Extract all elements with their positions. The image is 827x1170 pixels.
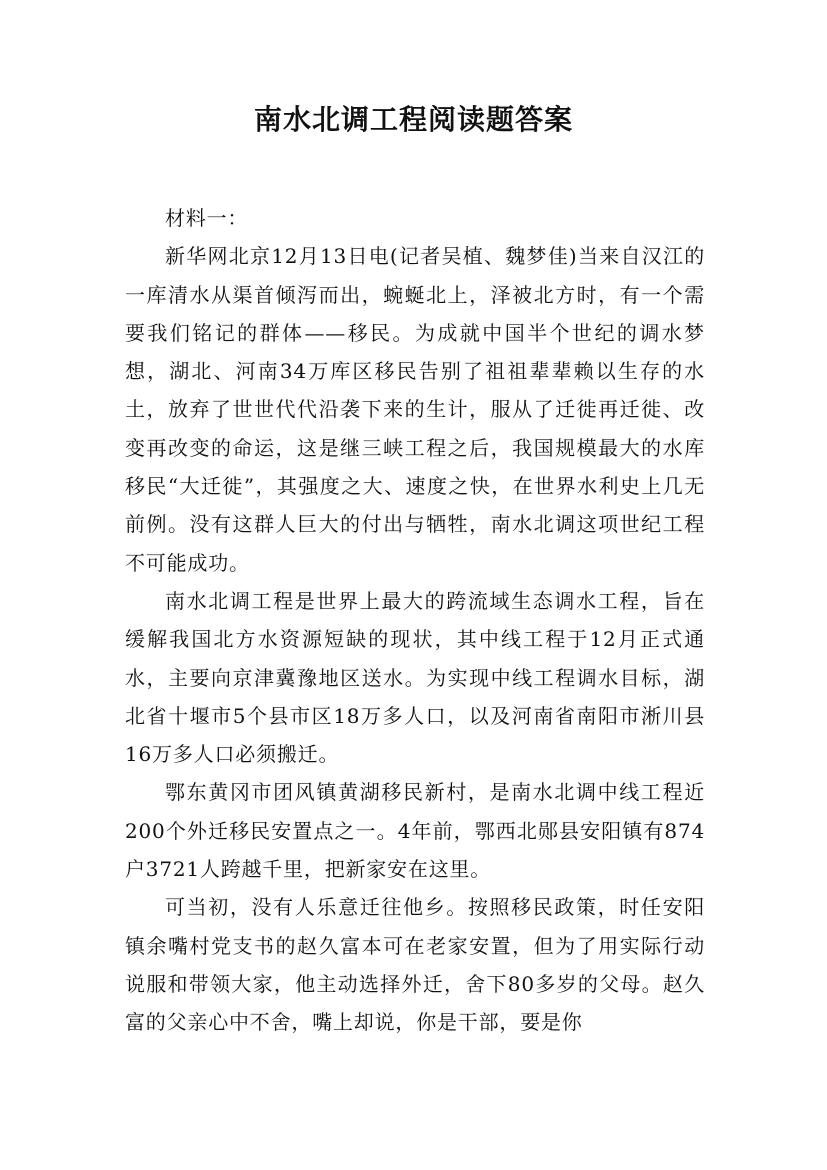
- document-body: [125, 199, 705, 1042]
- paragraph-1: 新华网北京12月13日电(记者吴植、魏梦佳)当来自汉江的一库清水从渠首倾泻而出，蜿蜒北上，泽被北方时，有一个需要我们铭记的群体——移民。为成就中国半个世纪的调水梦想，湖北、河南34万库区移民告别了祖祖辈辈赖以生存的水土，放弃了世世代代沿袭下来的生计，服从了迁徙再迁徙、改变再改变的命运，这是继三峡工程之后，我国规模最大的水库移民“大迁徙”，其强度之大、速度之快，在世界水利史上几无前例。没有这群人巨大的付出与牺牲，南水北调这项世纪工程不可能成功。: [125, 244, 705, 575]
- paragraph-3: 鄂东黄冈市团风镇黄湖移民新村，是南水北调中线工程近200个外迁移民安置点之一。4年前，鄂西北郧县安阳镇有874户3721人跨越千里，把新家安在这里。: [125, 780, 705, 882]
- paragraph-2: 南水北调工程是世界上最大的跨流域生态调水工程，旨在缓解我国北方水资源短缺的现状，其中线工程于12月正式通水，主要向京津冀豫地区送水。为实现中线工程调水目标，湖北省十堰市5个县市区18万多人口，以及河南省南阳市淅川县16万多人口必须搬迁。: [125, 588, 705, 767]
- paragraph-4: 可当初，没有人乐意迁往他乡。按照移民政策，时任安阳镇余嘴村党支书的赵久富本可在老家安置，但为了用实际行动说服和带领大家，他主动选择外迁，舍下80多岁的父母。赵久富的父亲心中不舍，嘴上却说，你是干部，要是你: [125, 895, 705, 1035]
- document-title: 南水北调工程阅读题答案: [253, 103, 573, 136]
- material-label: 材料一：: [165, 206, 249, 230]
